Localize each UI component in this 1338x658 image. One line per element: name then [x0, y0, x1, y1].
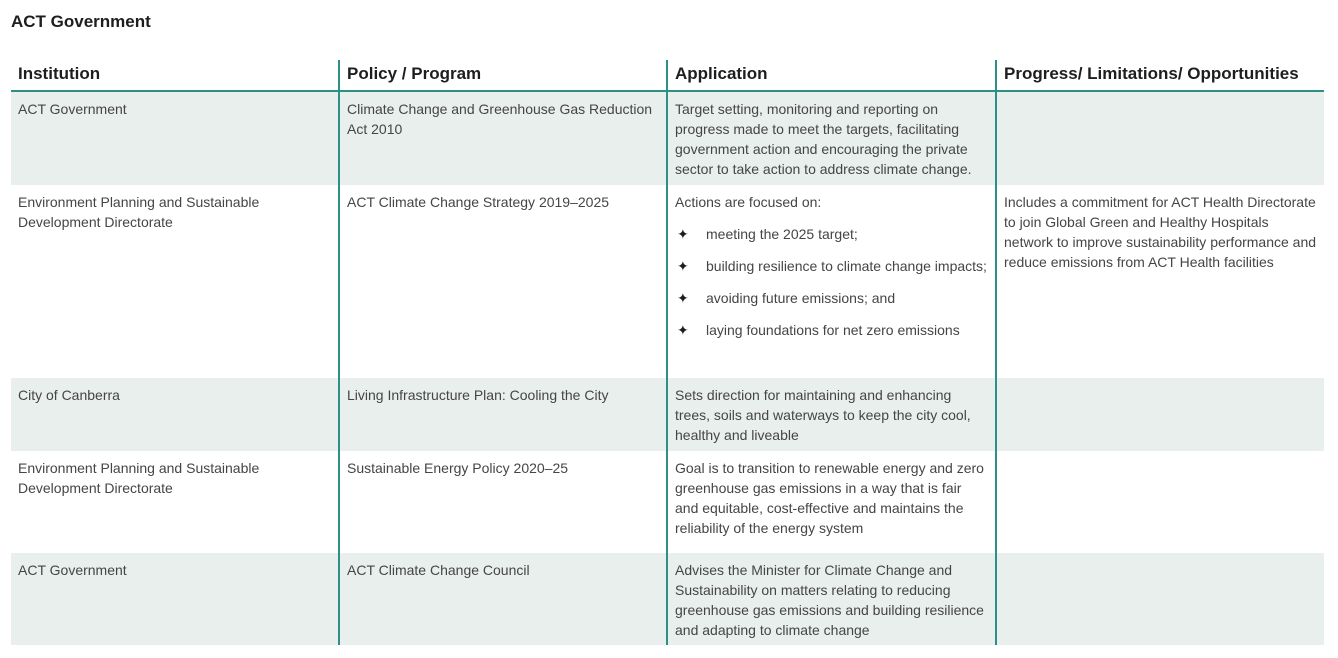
institution-cell: Environment Planning and Sustainable Development Directorate	[11, 451, 339, 553]
header-institution: Institution	[11, 60, 339, 91]
page-title: ACT Government	[11, 12, 151, 31]
list-item	[675, 224, 988, 244]
application-bullet-list	[675, 224, 988, 340]
list-item-text: meeting the 2025 target;	[706, 226, 858, 242]
list-item-text: avoiding future emissions; and	[706, 290, 896, 306]
progress-cell: Includes a commitment for ACT Health Directorate to join Global Green and Healthy Hospitals network to improve sustainability performance and reduce emissions from ACT Health facilities	[996, 185, 1324, 378]
header-progress: Progress/ Limitations/ Opportunities	[996, 60, 1324, 91]
table-row	[11, 91, 1324, 185]
policy-cell: ACT Climate Change Council	[339, 553, 667, 645]
progress-cell	[996, 553, 1324, 645]
progress-cell	[996, 451, 1324, 553]
progress-cell	[996, 378, 1324, 451]
policy-cell: Climate Change and Greenhouse Gas Reduction Act 2010	[339, 91, 667, 185]
table-row	[11, 451, 1324, 553]
list-item	[675, 288, 988, 308]
institution-cell: City of Canberra	[11, 378, 339, 451]
header-row	[11, 60, 1324, 91]
policy-cell: Living Infrastructure Plan: Cooling the City	[339, 378, 667, 451]
table-row	[11, 185, 1324, 378]
policy-table	[11, 60, 1324, 645]
list-item-text: building resilience to climate change impacts;	[706, 258, 987, 274]
four-point-star-icon: ✦	[677, 322, 689, 338]
list-item	[675, 256, 988, 276]
application-cell: Advises the Minister for Climate Change and Sustainability on matters relating to reducing greenhouse gas emissions and building resilience and adapting to climate change	[667, 553, 996, 645]
policy-cell: ACT Climate Change Strategy 2019–2025	[339, 185, 667, 378]
application-cell	[667, 185, 996, 378]
list-item-text: laying foundations for net zero emissions	[706, 322, 960, 338]
table-row	[11, 553, 1324, 645]
institution-cell: ACT Government	[11, 91, 339, 185]
institution-cell: ACT Government	[11, 553, 339, 645]
application-intro: Actions are focused on:	[675, 194, 822, 210]
application-cell: Goal is to transition to renewable energy and zero greenhouse gas emissions in a way that is fair and equitable, cost-effective and maintains the reliability of the energy system	[667, 451, 996, 553]
header-application: Application	[667, 60, 996, 91]
table-row	[11, 378, 1324, 451]
list-item	[675, 320, 988, 340]
four-point-star-icon: ✦	[677, 290, 689, 306]
four-point-star-icon: ✦	[677, 226, 689, 242]
policy-cell: Sustainable Energy Policy 2020–25	[339, 451, 667, 553]
application-cell: Sets direction for maintaining and enhancing trees, soils and waterways to keep the city cool, healthy and liveable	[667, 378, 996, 451]
header-policy: Policy / Program	[339, 60, 667, 91]
application-cell: Target setting, monitoring and reporting on progress made to meet the targets, facilitating government action and encouraging the private sector to take action to address climate change.	[667, 91, 996, 185]
institution-cell: Environment Planning and Sustainable Development Directorate	[11, 185, 339, 378]
progress-cell	[996, 91, 1324, 185]
four-point-star-icon: ✦	[677, 258, 689, 274]
